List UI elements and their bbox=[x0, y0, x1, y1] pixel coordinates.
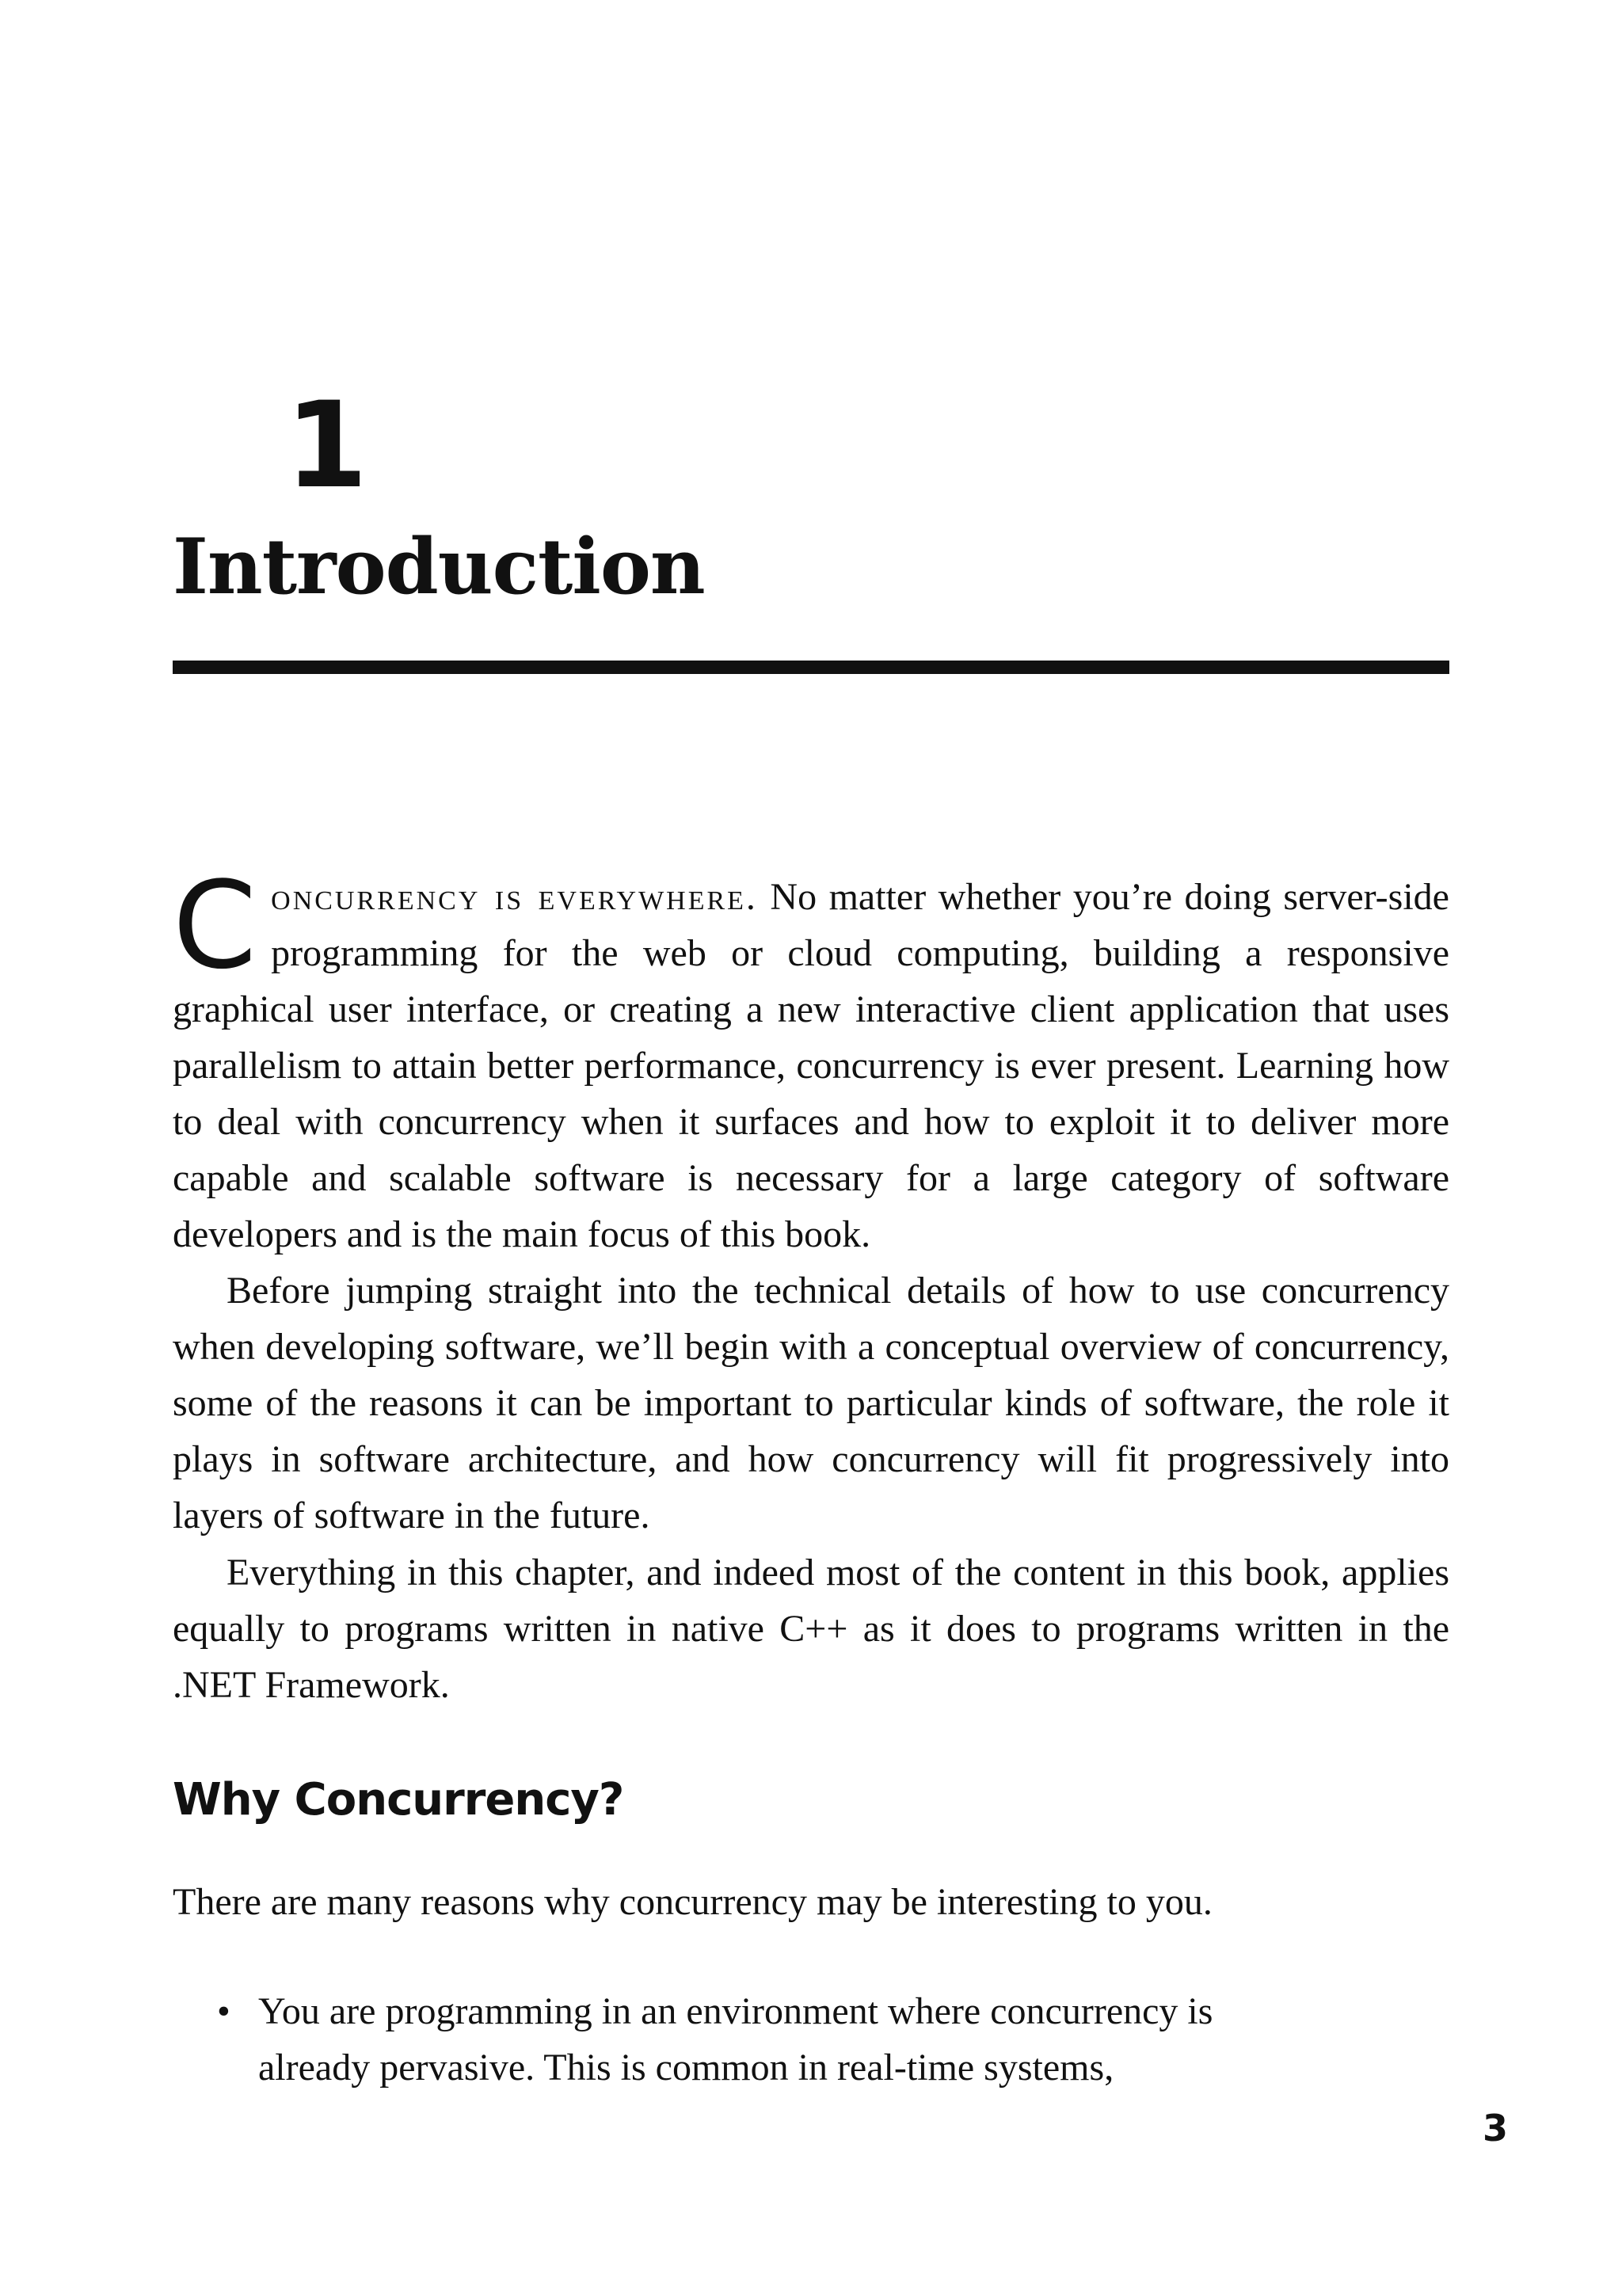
chapter-number: 1 bbox=[285, 377, 368, 515]
body-paragraph: Everything in this chapter, and indeed most of the content in this book, applies equally to programs written in native C++ as it does to programs written in the .NET Framework. bbox=[173, 1552, 1449, 1706]
list-item-text: You are programming in an environment where concurrency is already pervasive. This is common in real-time systems, bbox=[258, 1990, 1213, 2088]
intro-paragraph-text: No matter whether you’re doing server-side programming for the web or cloud computing, building a responsive graphical user interface, or creating a new interactive client application that uses parallelism to attain better performance, concurrency is ever present. Learning how to deal with concurrency when it surfaces and how to exploit it to deliver more capable and scalable software is necessary for a large category of software developers and is the main focus of this book. bbox=[173, 876, 1449, 1255]
chapter-title-rule bbox=[173, 661, 1449, 674]
body-paragraph: Before jumping straight into the technical details of how to use concurrency when developing software, we’ll begin with a conceptual overview of concurrency, some of the reasons it can be important to particular kinds of software, the role it plays in software architecture, and how concurrency will fit progressively into layers of software in the future. bbox=[173, 1270, 1449, 1536]
drop-cap: C bbox=[173, 855, 257, 996]
bullet-list bbox=[214, 1983, 1323, 2096]
lead-in-small-caps: oncurrency is everywhere. bbox=[271, 876, 758, 918]
list-item bbox=[214, 1983, 1323, 2096]
page-number: 3 bbox=[1483, 2107, 1509, 2149]
section-paragraph: There are many reasons why concurrency may be interesting to you. bbox=[173, 1881, 1213, 1923]
section-heading: Why Concurrency? bbox=[173, 1774, 624, 1826]
chapter-title: Introduction bbox=[173, 522, 705, 611]
bullet-icon: • bbox=[217, 1990, 230, 2032]
intro-paragraph bbox=[173, 855, 1449, 1262]
